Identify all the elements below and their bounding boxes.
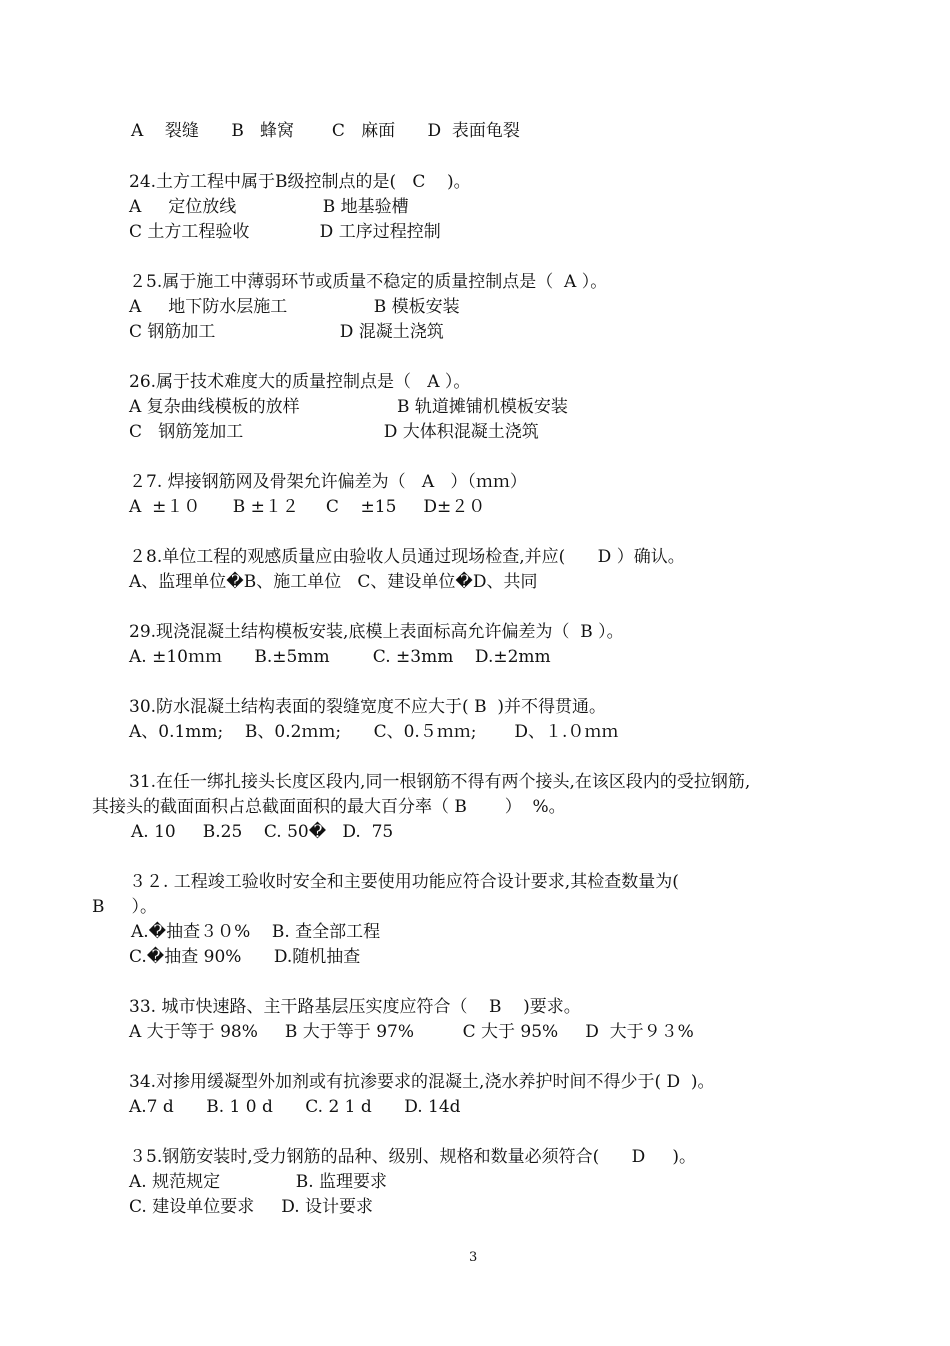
q25-options-cd: C 钢筋加工 D 混凝土浇筑 [129,322,444,342]
q33-options: A 大于等于 98% B 大于等于 97% C 大于 95% D 大于９３% [129,1022,694,1042]
q35-question: ３5.钢筋安装时,受力钢筋的品种、级别、规格和数量必须符合( D )。 [129,1147,696,1167]
q28-options: A、监理单位�B、施工单位 C、建设单位�D、共同 [129,572,538,592]
q28-question: ２8.单位工程的观感质量应由验收人员通过现场检查,并应( D ）确认。 [129,547,685,567]
q30-options: A、0.1mm; B、0.2ｍｍ; C、0.５ｍｍ; D、１.０ｍｍ [129,722,619,742]
q32-question-line1: ３２. 工程竣工验收时安全和主要使用功能应符合设计要求,其检查数量为( [129,872,679,892]
q35-options-cd: C. 建设单位要求 D. 设计要求 [129,1197,374,1217]
q33-question: 33. 城市快速路、主干路基层压实度应符合（ B )要求。 [129,997,581,1017]
q34-options: A.7 d B. 1 0 d C. 2 1 d D. 14d [129,1097,461,1117]
q25-options-ab: A 地下防水层施工 B 模板安装 [129,297,460,317]
q29-question: 29.现浇混凝土结构模板安装,底模上表面标高允许偏差为（ B ）。 [129,622,624,642]
page-number: 3 [469,1250,478,1265]
q30-question: 30.防水混凝土结构表面的裂缝宽度不应大于( B )并不得贯通。 [129,697,607,717]
q26-options-ab: A 复杂曲线模板的放样 B 轨道摊铺机模板安装 [129,397,568,417]
q24-options-cd: C 土方工程验收 D 工序过程控制 [129,222,441,242]
q31-options: A. 10 B.25 C. 50� D. 75 [131,822,394,842]
q32-question-line2: B ）。 [92,897,158,917]
q31-question-line1: 31.在任一绑扎接头长度区段内,同一根钢筋不得有两个接头,在该区段内的受拉钢筋, [129,772,751,792]
q26-question: 26.属于技术难度大的质量控制点是（ A ）。 [129,372,471,392]
q24-options-ab: A 定位放线 B 地基验槽 [129,197,409,217]
q26-options-cd: C 钢筋笼加工 D 大体积混凝土浇筑 [129,422,539,442]
q31-question-line2: 其接头的截面面积占总截面面积的最大百分率（ B ） %。 [92,797,566,817]
q34-question: 34.对掺用缓凝型外加剂或有抗渗要求的混凝土,浇水养护时间不得少于( D )。 [129,1072,715,1092]
q35-options-ab: A. 规范规定 B. 监理要求 [129,1172,388,1192]
q27-question: ２7. 焊接钢筋网及骨架允许偏差为（ A ）（ｍｍ） [129,472,527,492]
q29-options: A. ±10ｍｍ B.±5mm C. ±3mm D.±2mm [129,647,551,667]
q25-question: ２5.属于施工中薄弱环节或质量不稳定的质量控制点是（ A ）。 [129,272,608,292]
q24-question: 24.土方工程中属于B级控制点的是( C )。 [129,172,471,192]
q32-options-ab: A.�抽查３０% B. 查全部工程 [131,922,381,942]
q32-options-cd: C.�抽查 90% D.随机抽查 [129,947,361,967]
q27-options: A ±１０ B ±１２ C ±15 D±２０ [129,497,486,517]
q23-options: A 裂缝 B 蜂窝 C 麻面 D 表面龟裂 [131,121,520,141]
